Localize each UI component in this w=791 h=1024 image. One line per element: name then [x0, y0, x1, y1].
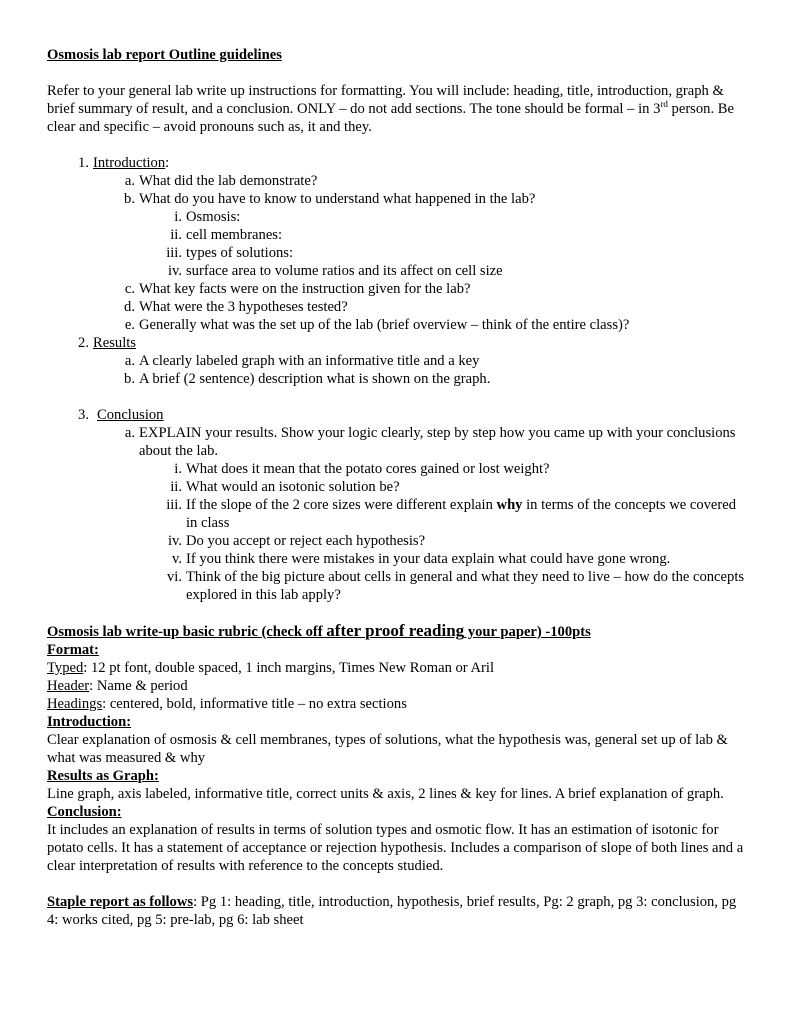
introduction-text: Clear explanation of osmosis & cell membranes, types of solutions, what the hypothesis was, general set up of lab & what was measured & why: [47, 732, 728, 766]
introduction-heading: Introduction:: [47, 714, 132, 730]
section-label: Results: [93, 335, 136, 351]
format-heading: Format:: [47, 642, 99, 658]
list-item: i. Osmosis:: [174, 209, 241, 225]
section-results: 2. Results: [78, 335, 136, 351]
list-item: iv. surface area to volume ratios and its affect on cell size: [167, 263, 503, 279]
section-introduction: 1. Introduction:: [78, 155, 170, 171]
list-item: i. What does it mean that the potato cores gained or lost weight?: [174, 461, 550, 477]
list-item: iii. If the slope of the 2 core sizes were different explain why in terms of the concepts we covered in class: [166, 497, 737, 531]
document-page: [47, 46, 747, 929]
list-item: e. Generally what was the set up of the lab (brief overview – think of the entire class)?: [124, 317, 630, 333]
rubric-section: [47, 622, 747, 929]
staple-line: Staple report as follows: Pg 1: heading, title, introduction, hypothesis, brief results, Pg: 2 graph, pg 3: conclusion, pg 4: works cited, pg 5: pre-lab, pg 6: lab sheet: [47, 894, 737, 928]
results-heading: Results as Graph:: [47, 768, 159, 784]
list-item: d. What were the 3 hypotheses tested?: [124, 299, 348, 315]
rubric-title: Osmosis lab write-up basic rubric (check off after proof reading your paper) -100pts: [47, 621, 591, 640]
list-item: b. What do you have to know to understand what happened in the lab?: [124, 191, 536, 207]
results-text: Line graph, axis labeled, informative title, correct units & axis, 2 lines & key for lines. A brief explanation of graph.: [47, 786, 724, 802]
section-label: Conclusion: [97, 407, 164, 423]
list-item: a. What did the lab demonstrate?: [124, 173, 318, 189]
list-item: v. If you think there were mistakes in your data explain what could have gone wrong.: [172, 551, 671, 567]
headings-line: Headings: centered, bold, informative title – no extra sections: [47, 696, 407, 712]
intro-paragraph: Refer to your general lab write up instructions for formatting. You will include: heading, title, introduction, graph & brief summary of result, and a conclusion. ONLY – do not add sections. The tone should be formal – in 3rd person. Be clear and specific – avoid pronouns such as, it and they.: [47, 83, 734, 135]
outline-title: Osmosis lab report Outline guidelines: [47, 47, 282, 63]
section-label: Introduction: [93, 155, 166, 171]
conclusion-heading: Conclusion:: [47, 804, 122, 820]
conclusion-text: It includes an explanation of results in terms of solution types and osmotic flow. It has an estimation of isotonic for potato cells. It has a statement of acceptance or rejection hypothesis. Includes a comparison of slope of both lines and a clear interpretation of results with reference to the concepts studied.: [47, 822, 744, 874]
typed-line: Typed: 12 pt font, double spaced, 1 inch margins, Times New Roman or Aril: [47, 660, 495, 676]
list-item: vi. Think of the big picture about cells in general and what they need to live – how do the concepts explored in this lab apply?: [167, 569, 745, 603]
list-item: ii. What would an isotonic solution be?: [170, 479, 400, 495]
list-item: iii. types of solutions:: [166, 245, 294, 261]
list-item: ii. cell membranes:: [170, 227, 283, 243]
list-item: b. A brief (2 sentence) description what is shown on the graph.: [124, 371, 491, 387]
header-line: Header: Name & period: [47, 678, 188, 694]
list-item: a. A clearly labeled graph with an informative title and a key: [124, 353, 480, 369]
list-item: c. What key facts were on the instruction given for the lab?: [124, 281, 471, 297]
section-conclusion: 3. Conclusion: [78, 407, 164, 423]
list-item: iv. Do you accept or reject each hypothesis?: [167, 533, 426, 549]
list-item: a. EXPLAIN your results. Show your logic clearly, step by step how you came up with your conclusions about the lab.: [124, 425, 736, 459]
